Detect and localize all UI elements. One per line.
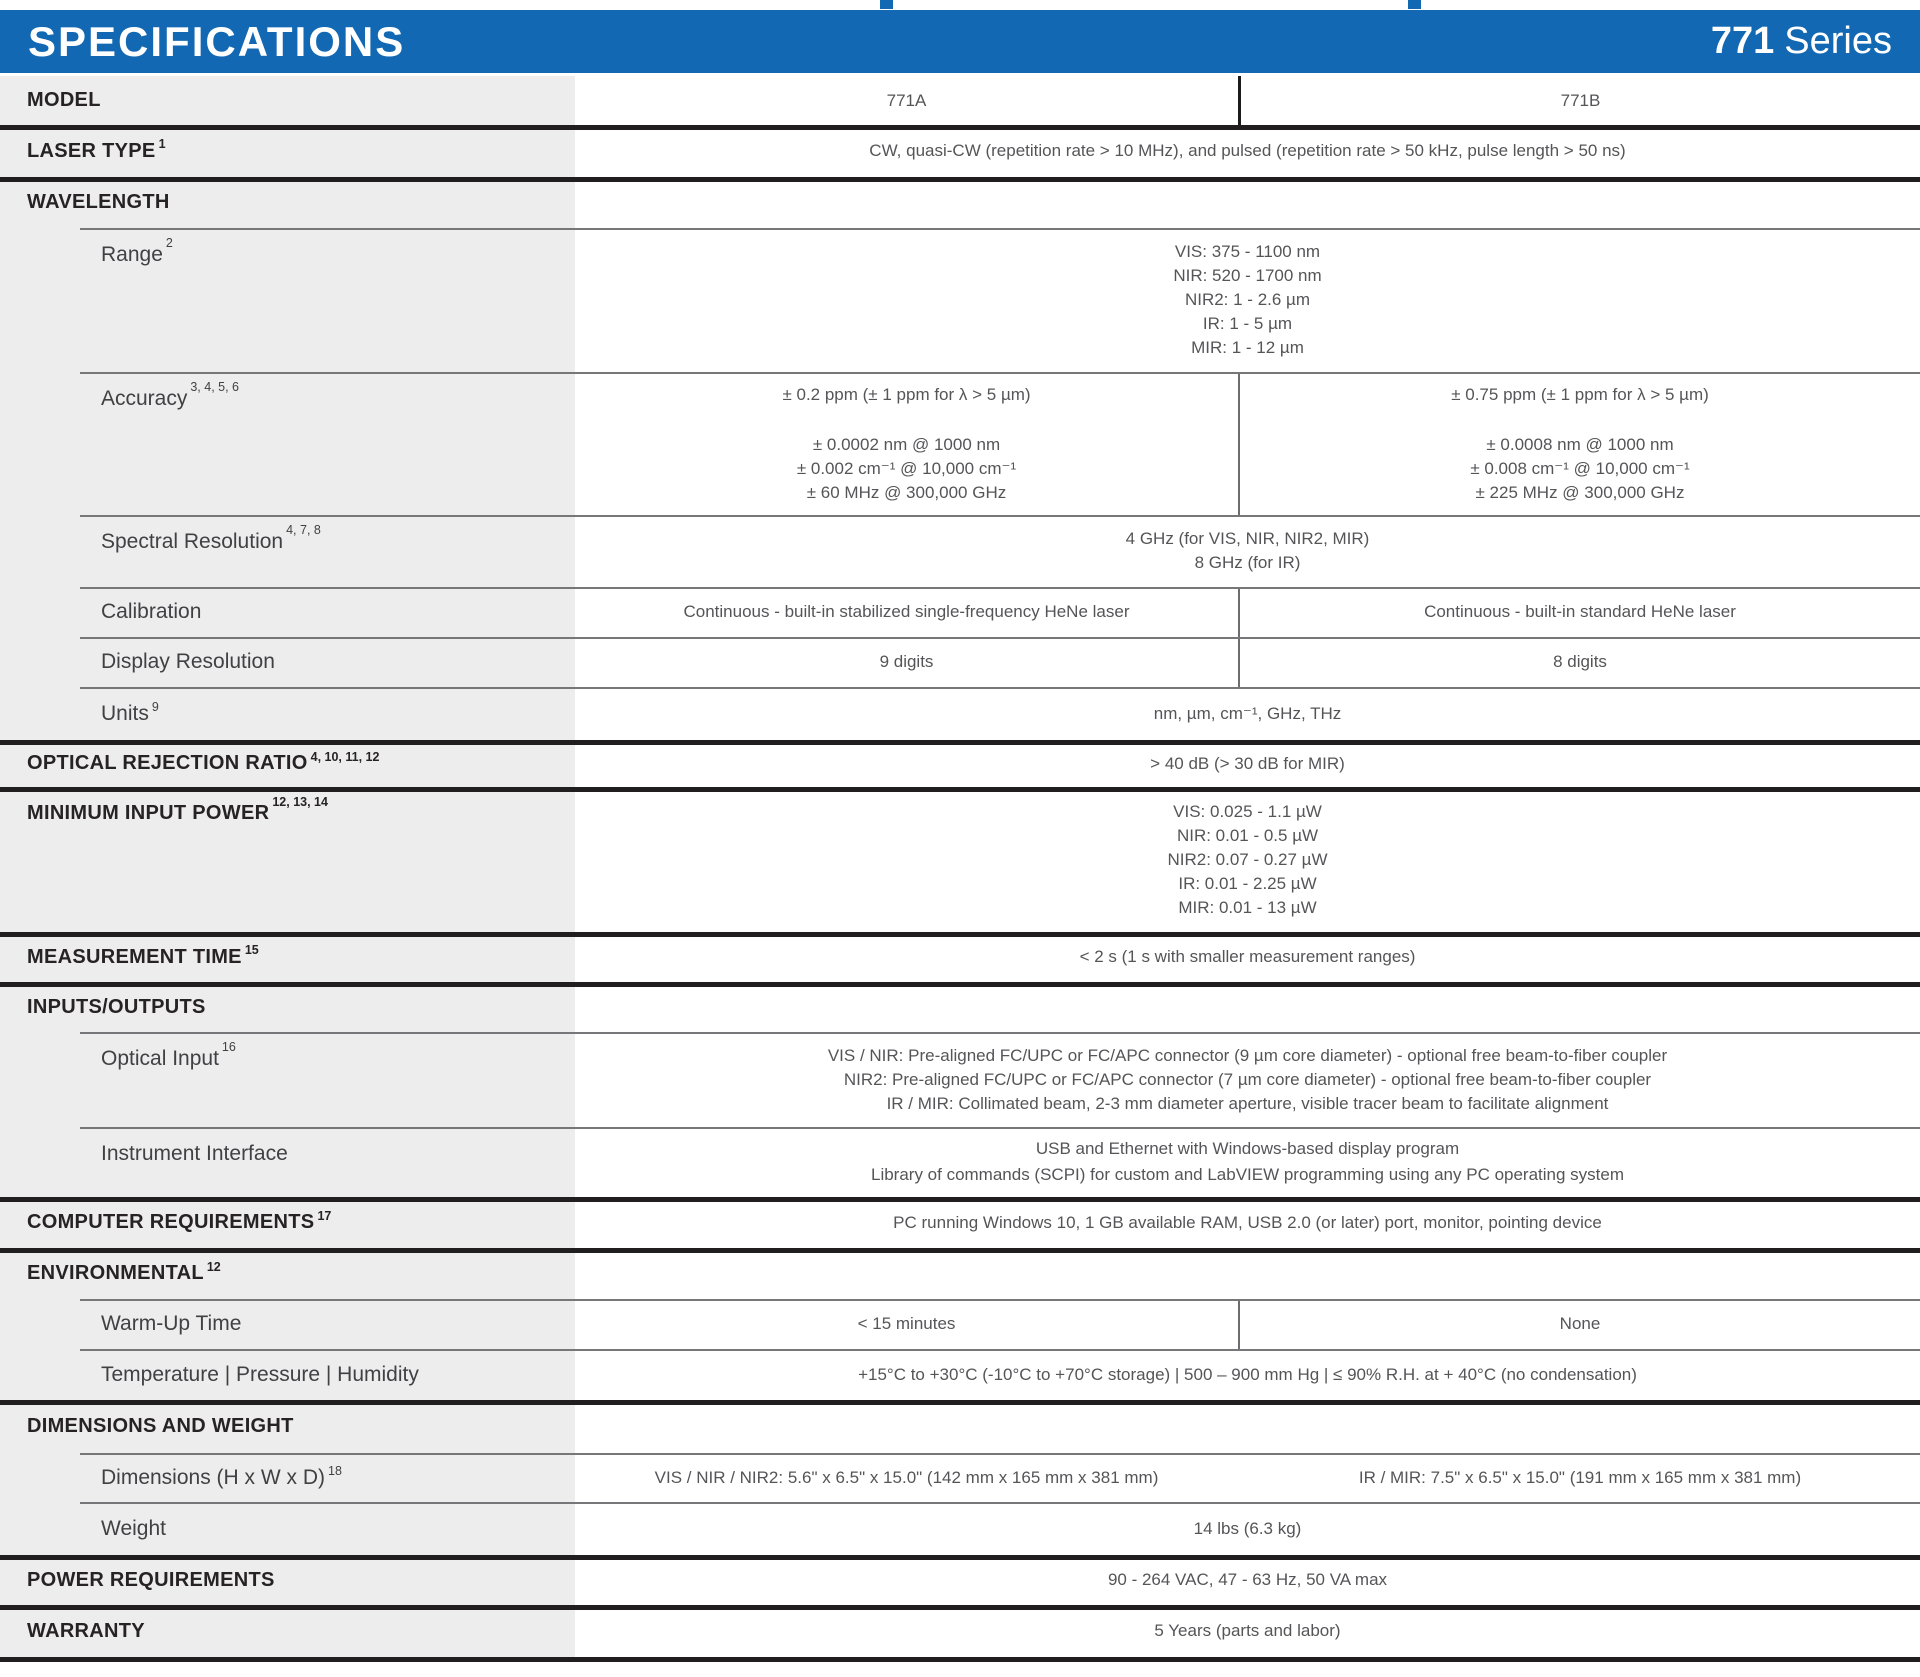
display-resolution-value-771a: 9 digits (879, 652, 934, 671)
row-calibration (0, 587, 1920, 637)
model-value-771a: 771A (886, 90, 927, 110)
row-range (0, 228, 1920, 372)
accuracy-line: ± 0.0008 nm @ 1000 nm (1486, 434, 1674, 454)
optical-input-line: NIR2: Pre-aligned FC/UPC or FC/APC connector (7 µm core diameter) - optional free beam-to-fiber coupler (843, 1069, 1652, 1089)
orr-value: > 40 dB (> 30 dB for MIR) (1150, 753, 1345, 773)
range-value (575, 228, 1920, 372)
temp-pressure-humidity-label: Temperature | Pressure | Humidity (101, 1362, 419, 1386)
warm-up-label-cell (0, 1299, 575, 1349)
inputs-outputs-empty (575, 982, 1920, 1032)
footnote-ref: 4, 7, 8 (286, 523, 321, 537)
row-model (0, 73, 1920, 125)
power-requirements-value: 90 - 264 VAC, 47 - 63 Hz, 50 VA max (1107, 1570, 1388, 1589)
power-requirements-label: POWER REQUIREMENTS (27, 1568, 275, 1591)
interface-line: USB and Ethernet with Windows-based display program (1035, 1139, 1460, 1158)
dimensions-label: Dimensions (H x W x D) (101, 1465, 326, 1489)
accuracy-line: ± 60 MHz @ 300,000 GHz (806, 482, 1007, 502)
warranty-label-cell (0, 1605, 575, 1657)
min-power-line: NIR: 0.01 - 0.5 µW (1176, 825, 1319, 845)
footnote-ref: 12 (206, 1259, 221, 1274)
computer-requirements-label-cell (0, 1197, 575, 1248)
title-banner (0, 10, 1920, 73)
environmental-label: ENVIRONMENTAL (27, 1262, 204, 1284)
warm-up-label: Warm-Up Time (101, 1312, 242, 1335)
row-dimensions-weight-header (0, 1400, 1920, 1453)
warranty-label: WARRANTY (27, 1619, 145, 1642)
accuracy-label: Accuracy (101, 387, 188, 410)
temp-pressure-humidity-label-cell (0, 1349, 575, 1400)
series-label (1711, 20, 1892, 63)
dimensions-weight-label-cell (0, 1400, 575, 1453)
min-power-line: IR: 0.01 - 2.25 µW (1178, 873, 1317, 893)
min-power-line: VIS: 0.025 - 1.1 µW (1173, 801, 1322, 821)
top-margin (0, 0, 1920, 10)
spectral-line: 4 GHz (for VIS, NIR, NIR2, MIR) (1125, 529, 1370, 548)
range-line: NIR: 520 - 1700 nm (1173, 266, 1322, 285)
optical-input-line: VIS / NIR: Pre-aligned FC/UPC or FC/APC connector (9 µm core diameter) - optional free beam-to-fiber coupler (827, 1045, 1668, 1065)
computer-requirements-label: COMPUTER REQUIREMENTS (27, 1211, 315, 1233)
orr-label: OPTICAL REJECTION RATIO (27, 752, 308, 774)
measurement-time-label-cell (0, 932, 575, 982)
footnote-ref: 15 (244, 943, 259, 957)
footnote-ref: 18 (328, 1463, 342, 1478)
accuracy-line: ± 0.008 cm⁻¹ @ 10,000 cm⁻¹ (1470, 458, 1690, 478)
min-power-line: NIR2: 0.07 - 0.27 µW (1167, 849, 1328, 869)
row-warm-up-time (0, 1299, 1920, 1349)
measurement-time-value: < 2 s (1 s with smaller measurement ranges) (1079, 947, 1416, 966)
series-number: 771 (1710, 20, 1775, 62)
wavelength-label: WAVELENGTH (27, 191, 170, 213)
min-input-power-value (575, 787, 1920, 932)
units-label-cell (0, 687, 575, 740)
accuracy-ppm: ± 0.75 ppm (± 1 ppm for λ > 5 µm) (1451, 384, 1709, 404)
units-value: nm, µm, cm⁻¹, GHz, THz (1153, 703, 1342, 723)
laser-type-label-cell (0, 125, 575, 177)
footnote-ref: 1 (158, 137, 166, 151)
display-resolution-label-cell (0, 637, 575, 687)
min-input-power-label: MINIMUM INPUT POWER (27, 802, 270, 824)
weight-label-cell (0, 1502, 575, 1555)
instrument-interface-label: Instrument Interface (101, 1142, 288, 1165)
series-word: Series (1784, 20, 1892, 62)
calibration-value-771b: Continuous - built-in standard HeNe laser (1424, 602, 1736, 621)
footnote-ref: 9 (151, 699, 159, 714)
accuracy-line: ± 225 MHz @ 300,000 GHz (1475, 482, 1685, 502)
row-accuracy (0, 372, 1920, 515)
row-inputs-outputs-header (0, 982, 1920, 1032)
computer-requirements-value: PC running Windows 10, 1 GB available RAM, USB 2.0 (or later) port, monitor, pointing device (893, 1212, 1602, 1232)
dimensions-value-771b: IR / MIR: 7.5" x 6.5" x 15.0" (191 mm x 165 mm x 381 mm) (1358, 1467, 1802, 1487)
min-power-line: MIR: 0.01 - 13 µW (1178, 897, 1317, 917)
row-optical-rejection-ratio (0, 740, 1920, 787)
inputs-outputs-label-cell (0, 982, 575, 1032)
row-weight (0, 1502, 1920, 1555)
dimensions-value-771a: VIS / NIR / NIR2: 5.6" x 6.5" x 15.0" (142 mm x 165 mm x 381 mm) (654, 1467, 1159, 1487)
optical-input-label-cell (0, 1032, 575, 1127)
display-resolution-value-771b: 8 digits (1553, 652, 1607, 671)
footnote-ref: 4, 10, 11, 12 (310, 749, 380, 764)
footnote-ref: 2 (165, 236, 173, 250)
accuracy-line: ± 0.002 cm⁻¹ @ 10,000 cm⁻¹ (796, 458, 1017, 478)
range-line: NIR2: 1 - 2.6 µm (1184, 290, 1311, 309)
model-label-cell (0, 76, 575, 125)
calibration-label: Calibration (101, 600, 202, 623)
page-title: SPECIFICATIONS (28, 17, 406, 65)
interface-line: Library of commands (SCPI) for custom and LabVIEW programming using any PC operating system (870, 1165, 1625, 1184)
orr-label-cell (0, 740, 575, 787)
footnote-ref: 3, 4, 5, 6 (190, 380, 240, 394)
row-display-resolution (0, 637, 1920, 687)
optical-input-label: Optical Input (101, 1047, 219, 1070)
range-line: MIR: 1 - 12 µm (1191, 338, 1304, 357)
warm-up-value-771a: < 15 minutes (857, 1314, 956, 1333)
warm-up-value-771b: None (1559, 1314, 1601, 1333)
accuracy-label-cell (0, 372, 575, 515)
model-label: MODEL (27, 89, 101, 111)
range-label-cell (0, 228, 575, 372)
laser-type-value: CW, quasi-CW (repetition rate > 10 MHz), and pulsed (repetition rate > 50 kHz, pulse length > 50 ns) (869, 141, 1626, 160)
crop-mark-icon (1408, 0, 1421, 9)
row-measurement-time (0, 932, 1920, 982)
row-environmental-header (0, 1248, 1920, 1299)
optical-input-value (575, 1032, 1920, 1127)
row-spectral-resolution (0, 515, 1920, 587)
row-dimensions (0, 1453, 1920, 1502)
row-wavelength-header (0, 177, 1920, 228)
footnote-ref: 16 (221, 1040, 236, 1054)
row-computer-requirements (0, 1197, 1920, 1248)
footnote-ref: 17 (317, 1208, 332, 1223)
wavelength-empty (575, 177, 1920, 228)
measurement-time-label: MEASUREMENT TIME (27, 945, 242, 968)
accuracy-value-771b (1240, 372, 1920, 515)
model-value-771b: 771B (1560, 90, 1601, 110)
instrument-interface-value (575, 1127, 1920, 1197)
spectral-resolution-label-cell (0, 515, 575, 587)
wavelength-label-cell (0, 177, 575, 228)
dimensions-weight-empty (575, 1400, 1920, 1453)
row-units (0, 687, 1920, 740)
range-label: Range (101, 243, 163, 266)
spectral-resolution-value (575, 515, 1920, 587)
range-line: IR: 1 - 5 µm (1202, 314, 1293, 333)
row-laser-type (0, 125, 1920, 177)
min-input-power-label-cell (0, 787, 575, 932)
instrument-interface-label-cell (0, 1127, 575, 1197)
row-warranty (0, 1605, 1920, 1657)
spectral-line: 8 GHz (for IR) (1194, 553, 1301, 572)
accuracy-value-771a (575, 372, 1238, 515)
accuracy-ppm: ± 0.2 ppm (± 1 ppm for λ > 5 µm) (782, 384, 1031, 404)
calibration-label-cell (0, 587, 575, 637)
units-label: Units (101, 701, 149, 725)
dimensions-label-cell (0, 1453, 575, 1502)
spectral-resolution-label: Spectral Resolution (101, 530, 284, 553)
accuracy-line: ± 0.0002 nm @ 1000 nm (812, 434, 1001, 454)
footnote-ref: 12, 13, 14 (272, 795, 328, 809)
environmental-label-cell (0, 1248, 575, 1299)
display-resolution-label: Display Resolution (101, 650, 275, 673)
power-requirements-label-cell (0, 1555, 575, 1605)
bottom-rule (0, 1657, 1920, 1662)
weight-label: Weight (101, 1516, 166, 1540)
row-minimum-input-power (0, 787, 1920, 932)
row-optical-input (0, 1032, 1920, 1127)
weight-value: 14 lbs (6.3 kg) (1193, 1518, 1302, 1538)
inputs-outputs-label: INPUTS/OUTPUTS (27, 995, 206, 1018)
calibration-value-771a: Continuous - built-in stabilized single-frequency HeNe laser (683, 602, 1130, 621)
row-instrument-interface (0, 1127, 1920, 1197)
laser-type-label: LASER TYPE (27, 139, 156, 162)
row-temp-pressure-humidity (0, 1349, 1920, 1400)
temp-pressure-humidity-value: +15°C to +30°C (-10°C to +70°C storage) | 500 – 900 mm Hg | ≤ 90% R.H. at + 40°C (no condensation) (858, 1364, 1637, 1384)
dimensions-weight-label: DIMENSIONS AND WEIGHT (27, 1415, 294, 1437)
warranty-value: 5 Years (parts and labor) (1154, 1621, 1341, 1640)
crop-mark-icon (880, 0, 893, 9)
optical-input-line: IR / MIR: Collimated beam, 2-3 mm diameter aperture, visible tracer beam to facilitate alignment (886, 1093, 1609, 1113)
range-line: VIS: 375 - 1100 nm (1174, 242, 1321, 261)
row-power-requirements (0, 1555, 1920, 1605)
environmental-empty (575, 1248, 1920, 1299)
